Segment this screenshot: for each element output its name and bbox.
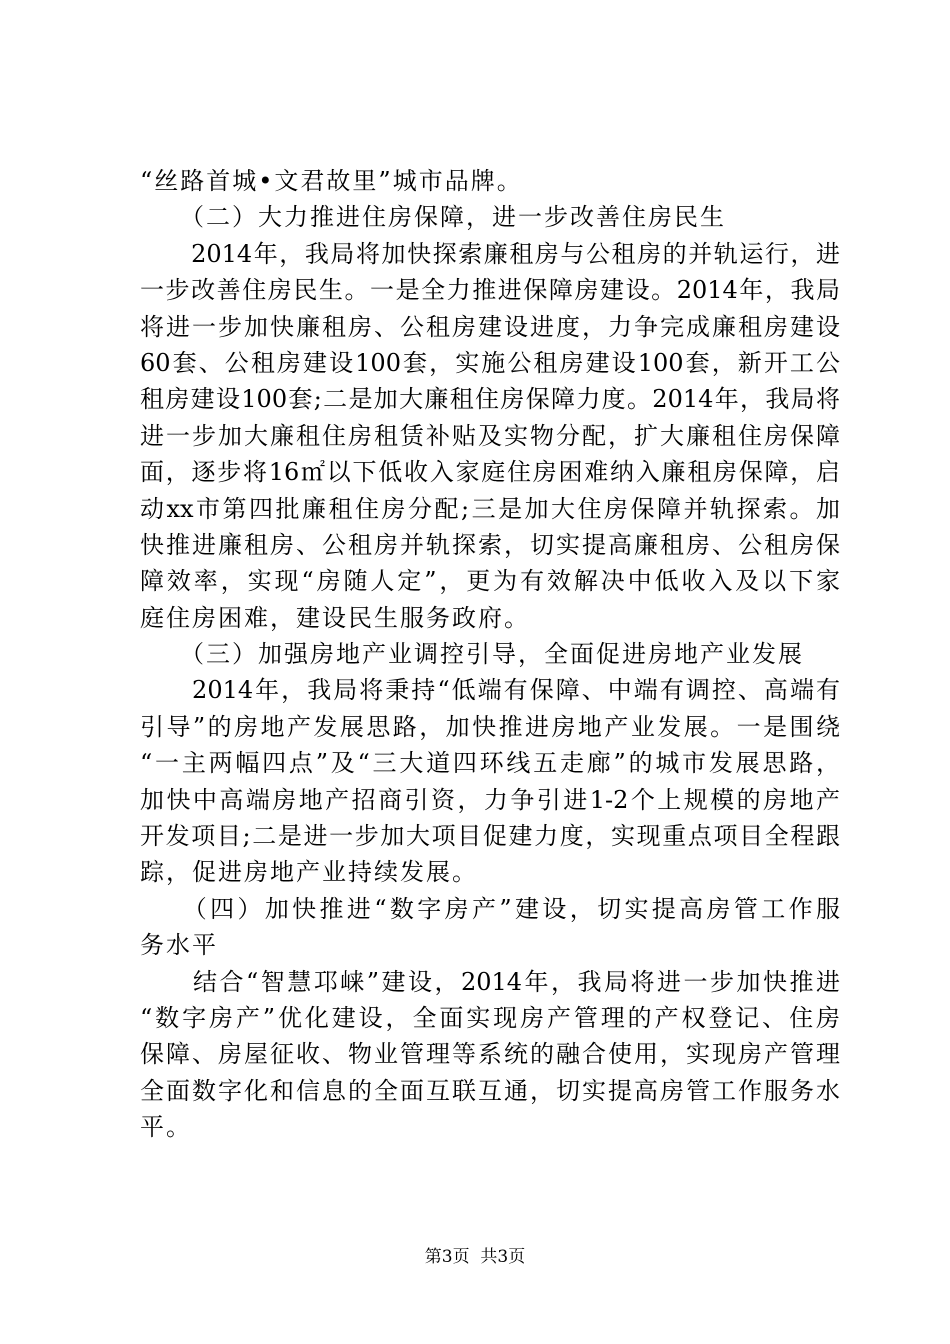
text-line: 一步改善住房民生。一是全力推进保障房建设。2014年，我局	[140, 276, 840, 305]
text-line: 进一步加大廉租住房租赁补贴及实物分配，扩大廉租住房保障	[140, 421, 840, 450]
text-line: 保障、房屋征收、物业管理等系统的融合使用，实现房产管理	[140, 1040, 840, 1069]
section-heading: （二）大力推进住房保障，进一步改善住房民生	[140, 203, 726, 232]
text-line: “丝路首城•文君故里”城市品牌。	[140, 167, 523, 195]
text-line: 全面数字化和信息的全面互联互通，切实提高房管工作服务水	[140, 1076, 840, 1105]
text-line: 面，逐步将16㎡以下低收入家庭住房困难纳入廉租房保障，启	[140, 458, 840, 487]
text-line: 将进一步加快廉租房、公租房建设进度，力争完成廉租房建设	[140, 312, 840, 341]
document-body	[140, 163, 840, 1146]
text-line: 60套、公租房建设100套，实施公租房建设100套，新开工公	[140, 348, 840, 377]
section-heading: 务水平	[140, 931, 218, 960]
text-line: 动xx市第四批廉租住房分配;三是加大住房保障并轨探索。加	[140, 494, 840, 523]
text-line: 平。	[140, 1113, 192, 1142]
text-line: 结合“智慧邛崃”建设，2014年，我局将进一步加快推进	[140, 967, 840, 996]
text-line: “一主两幅四点”及“三大道四环线五走廊”的城市发展思路，	[140, 749, 840, 778]
text-line: 庭住房困难，建设民生服务政府。	[140, 603, 530, 632]
text-line: 2014年，我局将加快探索廉租房与公租房的并轨运行，进	[140, 239, 840, 268]
section-heading: （四）加快推进“数字房产”建设，切实提高房管工作服	[140, 894, 840, 923]
page-number-footer: 第3页 共3页	[424, 1247, 526, 1267]
text-line: 引导”的房地产发展思路，加快推进房地产业发展。一是围绕	[140, 712, 840, 741]
text-line: 踪，促进房地产业持续发展。	[140, 858, 478, 887]
text-line: 障效率，实现“房随人定”，更为有效解决中低收入及以下家	[140, 567, 840, 596]
section-heading: （三）加强房地产业调控引导，全面促进房地产业发展	[140, 640, 804, 669]
text-line: 快推进廉租房、公租房并轨探索，切实提高廉租房、公租房保	[140, 530, 840, 559]
text-line: “数字房产”优化建设，全面实现房产管理的产权登记、住房	[140, 1003, 840, 1032]
text-line: 2014年，我局将秉持“低端有保障、中端有调控、高端有	[140, 676, 840, 705]
text-line: 加快中高端房地产招商引资，力争引进1-2个上规模的房地产	[140, 785, 840, 814]
text-line: 开发项目;二是进一步加大项目促建力度，实现重点项目全程跟	[140, 822, 840, 851]
text-line: 租房建设100套;二是加大廉租住房保障力度。2014年，我局将	[140, 385, 840, 414]
